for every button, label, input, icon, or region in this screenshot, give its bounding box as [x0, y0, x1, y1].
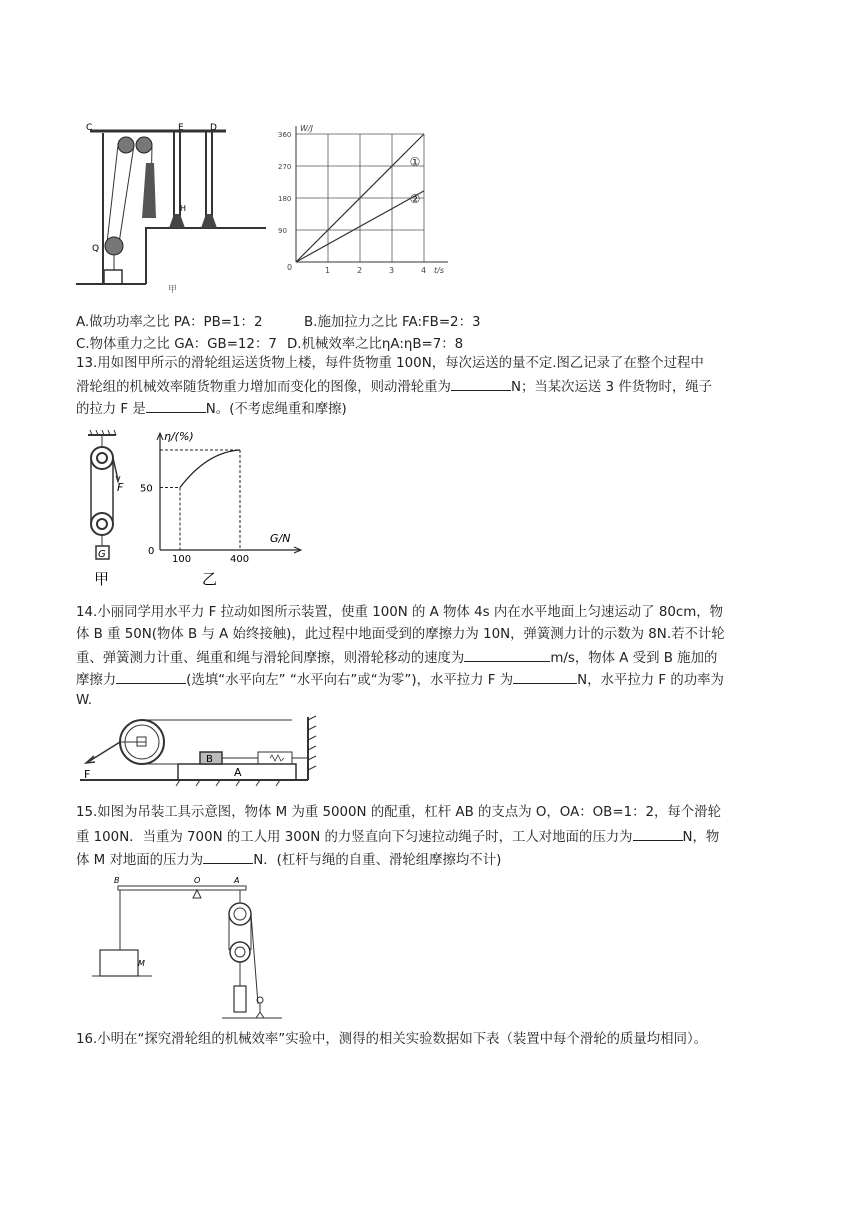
q12-option-b: B.施加拉力之比 FA:FB=2：3 [304, 315, 481, 330]
label-c: C [86, 123, 93, 133]
x-tick-label: 2 [357, 266, 363, 275]
y-axis-label: η/(%) [164, 430, 194, 443]
x-axis-label: t/s [434, 266, 444, 275]
q13-line-2: 滑轮组的机械效率随货物重力增加而变化的图像，则动滑轮重为 N；当某次运送 3 件货物时，绳子 [76, 376, 712, 398]
label-b: B [206, 754, 213, 765]
figure-12-yi-chart [278, 122, 458, 300]
figure-14 [80, 712, 320, 792]
q15-line-2: 重 100N．当重为 700N 的工人用 300N 的力竖直向下匀速拉动绳子时，工人对地面的压力为 N，物 [76, 826, 719, 848]
q12-option-d: D.机械效率之比ηA:ηB=7：8 [287, 337, 464, 352]
caption-jia: 甲 [168, 285, 178, 295]
caption-yi: 乙 [202, 570, 218, 588]
label-o: O [194, 876, 201, 885]
q14-line-2: 体 B 重 50N(物体 B 与 A 始终接触)，此过程中地面受到的摩擦力为 10N，弹簧测力计的示数为 8N.若不计轮 [76, 627, 725, 642]
label-f: F [84, 768, 91, 781]
q13-line-1: 13.用如图甲所示的滑轮组运送货物上楼，每件货物重 100N，每次运送的量不定.图乙记录了在整个过程中 [76, 356, 704, 371]
q16-line-1: 16.小明在“探究滑轮组的机械效率”实验中，测得的相关实验数据如下表（装置中每个滑轮的质量均相同）。 [76, 1032, 708, 1047]
origin-label: 0 [287, 263, 293, 272]
q15-blank-1[interactable] [633, 826, 683, 841]
y-tick-label: 90 [278, 227, 287, 235]
y-tick-label: 360 [278, 131, 292, 139]
spring-scale [258, 752, 292, 764]
figure-13-yi-chart [140, 430, 310, 590]
label-d: D [210, 123, 217, 133]
q12-option-a: A.做功功率之比 PA：PB=1：2 [76, 315, 263, 330]
figure-15 [92, 874, 292, 1024]
label-h: H [180, 204, 187, 213]
q13-line-3: 的拉力 F 是 N。(不考虑绳重和摩擦) [76, 398, 347, 420]
efficiency-curve [180, 450, 240, 488]
pulley-bottom [230, 942, 250, 962]
fulcrum [193, 890, 201, 898]
pulley-top [229, 903, 251, 925]
q14-blank-3[interactable] [513, 669, 577, 684]
lever-ab [118, 886, 246, 890]
fixed-pulley-1 [118, 137, 134, 153]
y-axis-label: W/J [300, 124, 313, 133]
weight-box [104, 270, 122, 284]
label-f: F [117, 481, 124, 494]
figure-13-jia [80, 430, 130, 590]
label-g: G [98, 549, 106, 560]
series-label-2: ② [409, 191, 421, 206]
q15-line-3: 体 M 对地面的压力为 N．(杠杆与绳的自重、滑轮组摩擦均不计) [76, 849, 501, 871]
q15-blank-2[interactable] [203, 849, 253, 864]
label-m: M [138, 959, 145, 968]
block-m [100, 950, 138, 976]
y-tick-label: 180 [278, 195, 292, 203]
load [234, 986, 246, 1012]
origin-label: 0 [148, 546, 155, 557]
fixed-pulley [91, 447, 113, 469]
fixed-pulley-2 [136, 137, 152, 153]
q14-blank-2[interactable] [116, 669, 186, 684]
q13-blank-2[interactable] [146, 398, 206, 413]
x-axis-label: G/N [270, 532, 291, 545]
x-tick-label: 4 [421, 266, 427, 275]
x-tick-label: 3 [389, 266, 395, 275]
x-tick-label: 100 [172, 554, 192, 565]
movable-pulley [105, 237, 123, 255]
q14-line-3: 重、弹簧测力计重、绳重和绳与滑轮间摩擦，则滑轮移动的速度为 m/s，物体 A 受到 B 施加的 [76, 647, 717, 669]
worker-figure [142, 163, 156, 218]
x-tick-label: 400 [230, 554, 250, 565]
y-tick-label: 50 [140, 483, 153, 495]
q14-line-5: W. [76, 693, 92, 708]
y-tick-label: 270 [278, 163, 292, 171]
x-tick-label: 1 [325, 266, 331, 275]
caption-jia: 甲 [94, 570, 110, 588]
label-a: A [234, 766, 242, 779]
label-q: Q [92, 244, 100, 254]
movable-pulley [91, 513, 113, 535]
figure-12-jia [76, 118, 266, 298]
q14-blank-1[interactable] [464, 647, 550, 662]
label-a: A [234, 876, 240, 885]
q14-line-1: 14.小丽同学用水平力 F 拉动如图所示装置，使重 100N 的 A 物体 4s 内在水平地面上匀速运动了 80cm，物 [76, 605, 724, 620]
stair [146, 228, 266, 284]
q15-line-1: 15.如图为吊装工具示意图，物体 M 为重 5000N 的配重，杠杆 AB 的支点为 O，OA：OB=1：2，每个滑轮 [76, 805, 721, 820]
q13-blank-1[interactable] [451, 376, 511, 391]
label-b: B [114, 876, 120, 885]
q14-line-4: 摩擦力 (选填“水平向左” “水平向右”或“为零”)，水平拉力 F 为 N，水平拉力 F 的功率为 [76, 669, 724, 691]
label-e: E [178, 123, 184, 133]
q12-option-c: C.物体重力之比 GA：GB=12：7 [76, 337, 277, 352]
series-label-1: ① [409, 155, 421, 169]
